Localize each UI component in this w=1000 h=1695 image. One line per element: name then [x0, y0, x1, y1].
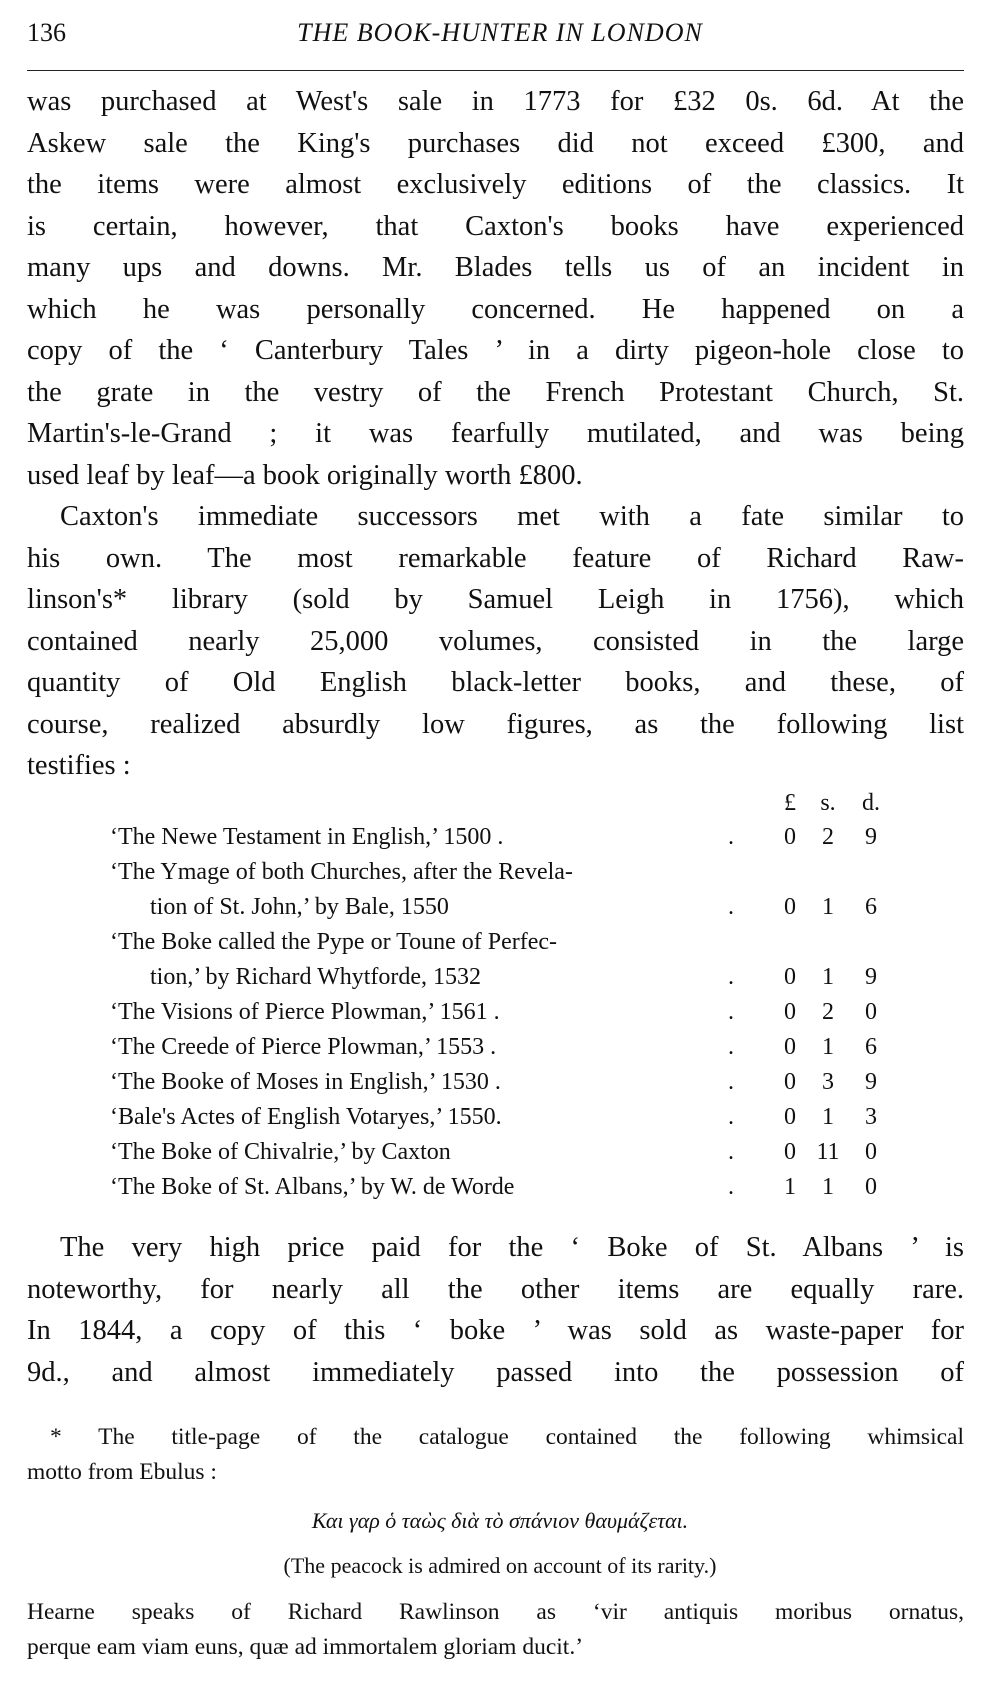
price-s: 1 — [822, 894, 834, 920]
leader-dot: . — [728, 824, 734, 850]
price-l: 0 — [784, 1069, 796, 1095]
body-line: The very high price paid for the ‘ Boke of St. Albans ’ is — [60, 1232, 964, 1263]
leader-dot: . — [728, 1174, 734, 1200]
column-header: s. — [820, 790, 836, 816]
page-number: 136 — [27, 18, 66, 47]
body-line: the grate in the vestry of the French Protestant Church, St. — [27, 376, 964, 408]
body-line: linson's* library (sold by Samuel Leigh in 1756), which — [27, 584, 964, 615]
footnote-line: motto from Ebulus : — [27, 1459, 217, 1485]
price-l: 0 — [784, 999, 796, 1025]
body-line: which he was personally concerned. He happened on a — [27, 293, 964, 325]
price-s: 3 — [822, 1069, 834, 1095]
table-row-title: tion of St. John,’ by Bale, 1550 — [150, 894, 449, 920]
footnote-line: * The title-page of the catalogue contained the following whimsical — [50, 1424, 964, 1450]
price-d: 0 — [865, 999, 877, 1025]
price-l: 0 — [784, 1139, 796, 1165]
table-row-title: ‘The Ymage of both Churches, after the Revela- — [110, 859, 573, 885]
body-line: noteworthy, for nearly all the other items are equally rare. — [27, 1273, 964, 1305]
table-row-title: ‘The Newe Testament in English,’ 1500 . — [110, 824, 504, 850]
price-d: 6 — [865, 1034, 877, 1060]
table-row-title: ‘The Visions of Pierce Plowman,’ 1561 . — [110, 999, 500, 1025]
body-line: course, realized absurdly low figures, as the following list — [27, 708, 964, 740]
price-d: 0 — [865, 1139, 877, 1165]
running-title: THE BOOK-HUNTER IN LONDON — [297, 18, 703, 47]
leader-dot: . — [728, 1104, 734, 1130]
body-line: used leaf by leaf—a book originally worth £800. — [27, 459, 583, 491]
body-line: was purchased at West's sale in 1773 for £32 0s. 6d. At the — [27, 86, 964, 117]
price-s: 2 — [822, 824, 834, 850]
price-s: 1 — [822, 1034, 834, 1060]
price-l: 0 — [784, 1034, 796, 1060]
price-l: 1 — [784, 1174, 796, 1200]
body-line: contained nearly 25,000 volumes, consisted in the large — [27, 625, 964, 657]
price-d: 9 — [865, 1069, 877, 1095]
table-row-title: ‘The Boke called the Pype or Toune of Perfec- — [110, 929, 558, 955]
table-row-title: ‘The Booke of Moses in English,’ 1530 . — [110, 1069, 501, 1095]
body-line: many ups and downs. Mr. Blades tells us of an incident in — [27, 252, 964, 283]
price-s: 11 — [816, 1139, 840, 1165]
body-line: his own. The most remarkable feature of Richard Raw- — [27, 542, 964, 574]
price-s: 1 — [822, 1174, 834, 1200]
leader-dot: . — [728, 1069, 734, 1095]
header-rule — [27, 70, 964, 71]
column-header: d. — [862, 790, 880, 816]
body-line: copy of the ‘ Canterbury Tales ’ in a dirty pigeon-hole close to — [27, 335, 964, 366]
price-l: 0 — [784, 894, 796, 920]
price-d: 9 — [865, 824, 877, 850]
table-row-title: ‘The Boke of Chivalrie,’ by Caxton — [110, 1139, 451, 1165]
body-line: 9d., and almost immediately passed into the possession of — [27, 1356, 964, 1388]
table-row-title: ‘Bale's Actes of English Votaryes,’ 1550. — [110, 1104, 502, 1130]
body-line: is certain, however, that Caxton's books have experienced — [27, 210, 964, 242]
price-s: 1 — [822, 1104, 834, 1130]
body-line: Askew sale the King's purchases did not exceed £300, and — [27, 127, 964, 159]
body-line: testifies : — [27, 750, 131, 781]
table-row-title: ‘The Creede of Pierce Plowman,’ 1553 . — [110, 1034, 497, 1060]
table-row-title: ‘The Boke of St. Albans,’ by W. de Worde — [110, 1174, 515, 1200]
price-s: 1 — [822, 964, 834, 990]
price-l: 0 — [784, 964, 796, 990]
table-row-title: tion,’ by Richard Whytforde, 1532 — [150, 964, 482, 990]
price-l: 0 — [784, 824, 796, 850]
price-d: 3 — [865, 1104, 877, 1130]
motto-translation: (The peacock is admired on account of its rarity.) — [283, 1553, 717, 1578]
price-d: 6 — [865, 894, 877, 920]
footnote-line: Hearne speaks of Richard Rawlinson as ‘vir antiquis moribus ornatus, — [27, 1599, 964, 1625]
body-line: the items were almost exclusively editions of the classics. It — [27, 169, 964, 200]
leader-dot: . — [728, 1034, 734, 1060]
price-d: 0 — [865, 1174, 877, 1200]
price-l: 0 — [784, 1104, 796, 1130]
price-s: 2 — [822, 999, 834, 1025]
price-d: 9 — [865, 964, 877, 990]
body-line: quantity of Old English black-letter books, and these, of — [27, 667, 964, 698]
leader-dot: . — [728, 1139, 734, 1165]
footnote-line: perque eam viam euns, quæ ad immortalem gloriam ducit.’ — [27, 1634, 584, 1660]
body-line: Caxton's immediate successors met with a fate similar to — [60, 501, 964, 532]
greek-motto: Και γαρ ὁ ταὼς διὰ τὸ σπάνιον θαυμάζεται. — [311, 1508, 689, 1533]
leader-dot: . — [728, 964, 734, 990]
column-header: £ — [784, 790, 796, 816]
leader-dot: . — [728, 894, 734, 920]
body-line: In 1844, a copy of this ‘ boke ’ was sold as waste-paper for — [27, 1315, 964, 1346]
leader-dot: . — [728, 999, 734, 1025]
body-line: Martin's-le-Grand ; it was fearfully mutilated, and was being — [27, 418, 964, 449]
